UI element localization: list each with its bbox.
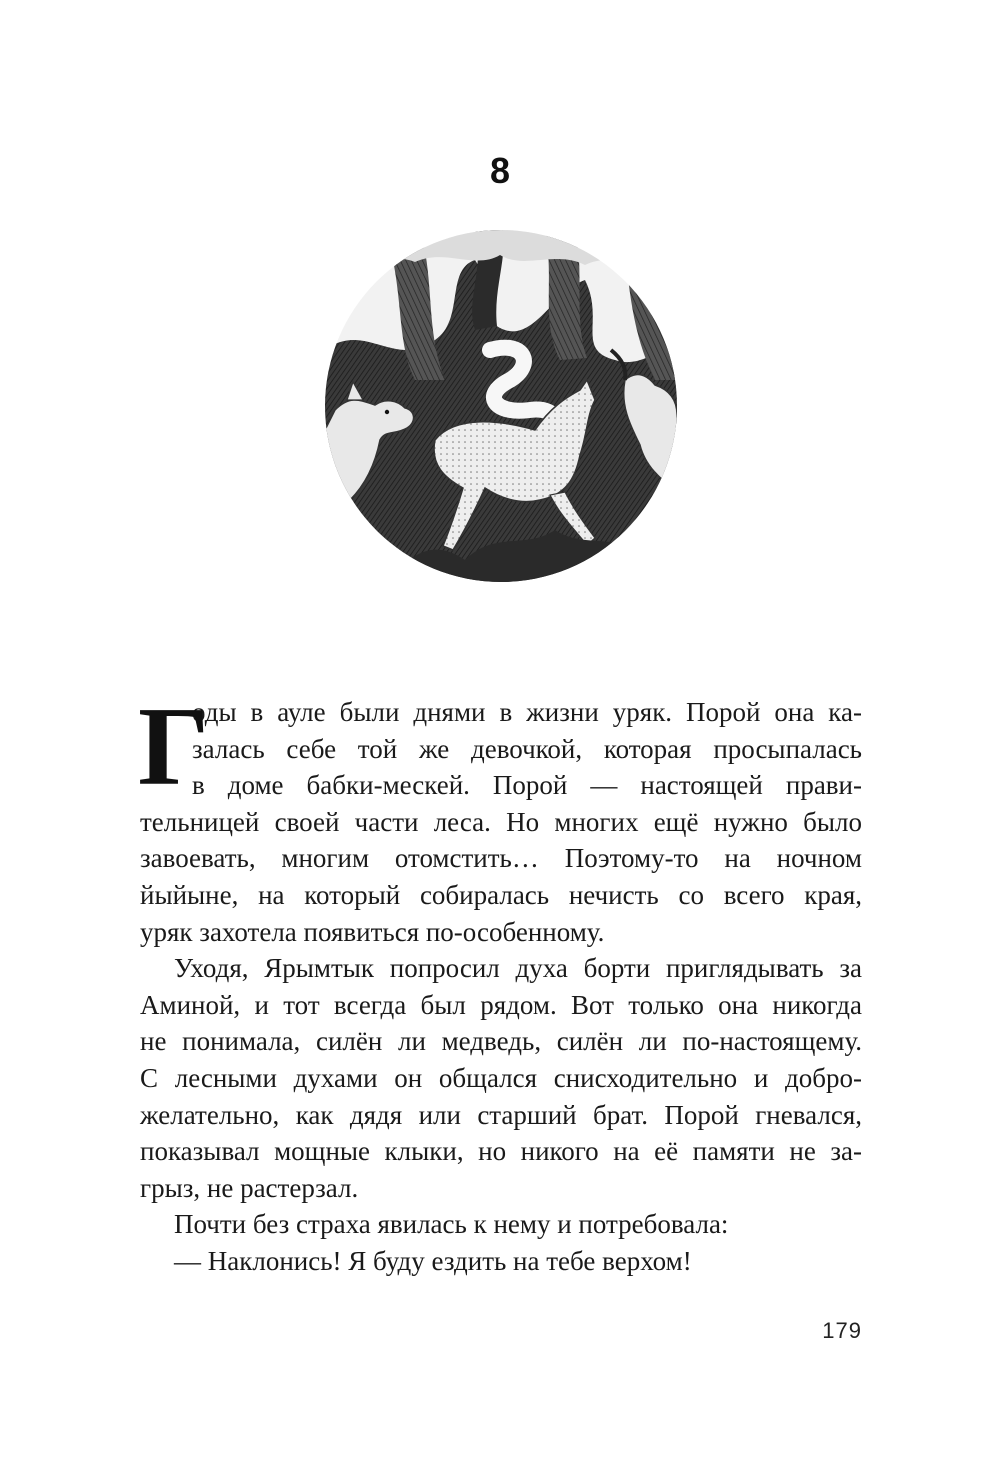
text-line: С лесными духами он общался снисходительно и добро- (140, 1062, 862, 1093)
text-line: йыйыне, на который собиралась нечисть со всего края, (140, 879, 862, 910)
text-line: не понимала, силён ли медведь, силён ли по-настоящему. (140, 1026, 862, 1057)
text-line: залась себе той же девочкой, которая просыпалась (192, 733, 862, 764)
text-line: завоевать, многим отомстить… Поэтому-то на ночном (140, 843, 862, 874)
text-line: Почти без страха явилась к нему и потребовала: (174, 1209, 729, 1240)
chapter-number: 8 (489, 150, 511, 191)
drop-cap: Г (138, 685, 210, 809)
text-line: желательно, как дядя или старший брат. Порой гневался, (140, 1099, 862, 1130)
text-line: — Наклонись! Я буду ездить на тебе верхом! (174, 1245, 692, 1276)
forest-spirits-illustration (325, 230, 677, 582)
text-line: грыз, не растерзал. (140, 1172, 359, 1203)
chapter-text (138, 685, 862, 1280)
text-line: Уходя, Ярымтык попросил духа борти приглядывать за (174, 953, 862, 984)
text-line: в доме бабки-мескей. Порой — настоящей прави- (192, 770, 862, 801)
text-line: тельницей своей части леса. Но многих ещё нужно было (140, 806, 862, 837)
text-line: уряк захотела появиться по-особенному. (140, 916, 605, 947)
page-number: 179 (822, 1318, 862, 1343)
text-line: показывал мощные клыки, но никого на её памяти не за- (140, 1136, 862, 1167)
text-line: Аминой, и тот всегда был рядом. Вот только она никогда (140, 989, 862, 1020)
text-line: оды в ауле были днями в жизни уряк. Порой она ка- (192, 697, 862, 727)
